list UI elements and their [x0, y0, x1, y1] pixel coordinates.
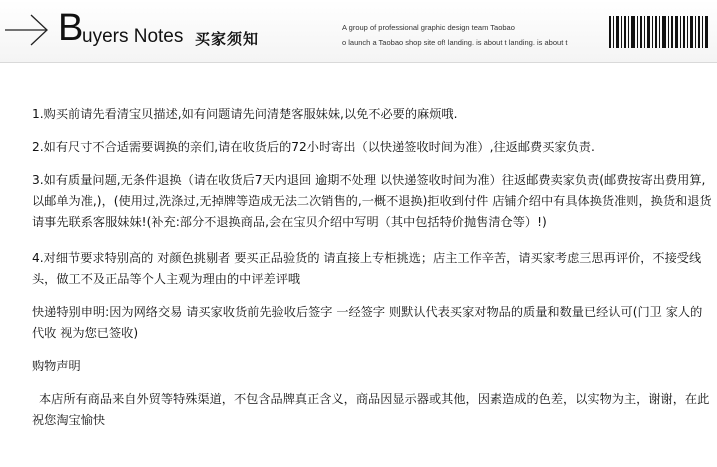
note-item-2: 2.如有尺寸不合适需要调换的亲们,请在收货后的72小时寄出（以快递签收时间为准）,往返邮费买家负责. [32, 140, 595, 154]
tagline-line-2: o launch a Taobao shop site of! landing. is about t landing. is about t [342, 38, 568, 47]
title-chinese: 买家须知 [195, 30, 260, 48]
statement-title: 购物声明 [32, 359, 81, 373]
tagline-line-1: A group of professional graphic design team Taobao [342, 23, 515, 32]
title-initial: B [58, 7, 84, 49]
title-text: uyers Notes [82, 26, 184, 47]
header-banner [0, 0, 717, 63]
statement-body: 本店所有商品来自外贸等特殊渠道，不包含品牌真正含义，商品因显示器或其他，因素造成的色差，以实物为主，谢谢，在此祝您淘宝愉快 [32, 392, 710, 427]
note-item-3: 3.如有质量问题,无条件退换（请在收货后7天内退回 逾期不处理 以快递签收时间为准）往返邮费卖家负责(邮费按寄出费用算,以邮单为准,)，(使用过,洗涤过,无掉牌等造成无法二次销售的,一概不退换)拒收到付件 店铺介绍中有具体换货准则，换货和退货请事先联系客服妹妹!(补充:部分不退换商品,会在宝贝介绍中写明（其中包括特价抛售清仓等）!) [32, 173, 712, 229]
note-item-1: 1.购买前请先看清宝贝描述,如有问题请先问清楚客服妹妹,以免不必要的麻烦哦. [32, 107, 458, 121]
note-item-4: 4.对细节要求特别高的 对颜色挑剔者 要买正品验货的 请直接上专柜挑选；店主工作辛苦，请买家考虑三思再评价，不接受线头，做工不及正品等个人主观为理由的中评差评哦 [32, 251, 702, 286]
arrow-right-icon [4, 12, 50, 48]
barcode-icon [609, 16, 709, 48]
courier-statement: 快递特别申明:因为网络交易 请买家收货前先验收后签字 一经签字 则默认代表买家对物品的质量和数量已经认可(门卫 家人的代收 视为您已签收) [32, 305, 703, 340]
notes-content [32, 104, 712, 431]
